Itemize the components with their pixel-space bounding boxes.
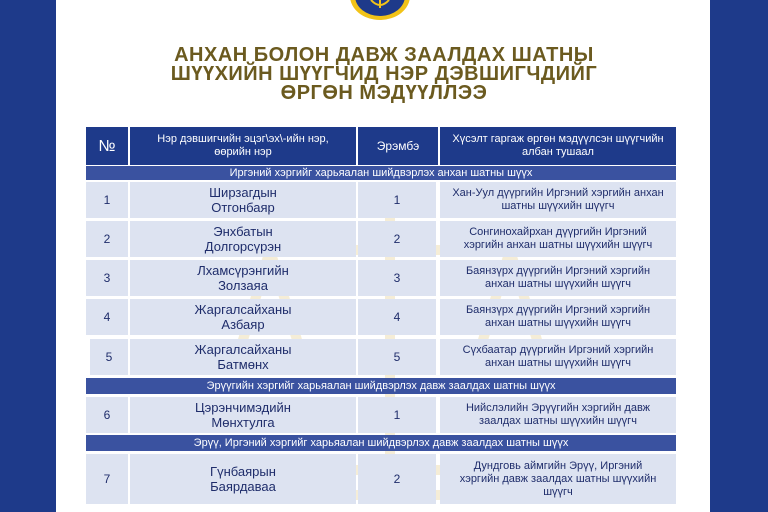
page-title — [120, 46, 648, 103]
row-4-name: Жаргалсайханы Азбаяр — [130, 299, 356, 335]
row-6-no: 6 — [86, 397, 128, 433]
row-4-position: Баянзүрх дүүргийн Иргэний хэргийн анхан шатны шүүхийн шүүгч — [440, 299, 676, 335]
row-1-position: Хан-Уул дүүргийн Иргэний хэргийн анхан шатны шүүхийн шүүгч — [440, 182, 676, 218]
row-7-position: Дундговь аймгийн Эрүү, Иргэний хэргийн давж заалдах шатны шүүхийн шүүгч — [440, 454, 676, 504]
header-name: Нэр дэвшигчийн эцэг\эх\-ийн нэр, өөрийн нэр — [130, 127, 356, 165]
row-1-no: 1 — [86, 182, 128, 218]
header-position: Хүсэлт гаргаж өргөн мэдүүлсэн шүүгчийн албан тушаал — [440, 127, 676, 165]
title-line-2: ШҮҮХИЙН ШҮҮГЧИД НЭР ДЭВШИГЧДИЙГ — [170, 63, 598, 85]
section-civil-first-instance: Иргэний хэргийг харьяалан шийдвэрлэх анхан шатны шүүх — [86, 166, 676, 180]
row-5-no: 5 — [90, 339, 128, 375]
row-7-no: 7 — [86, 454, 128, 504]
row-5-rank: 5 — [358, 339, 436, 375]
row-1-name: Ширзагдын Отгонбаяр — [130, 182, 356, 218]
section-criminal-appeal: Эрүүгийн хэргийг харьяалан шийдвэрлэх давж заалдах шатны шүүх — [86, 378, 676, 394]
row-3-no: 3 — [86, 260, 128, 296]
row-2-name: Энхбатын Долгорсүрэн — [130, 221, 356, 257]
row-6-position: Нийслэлийн Эрүүгийн хэргийн давж заалдах шатны шүүхийн шүүгч — [440, 397, 676, 433]
row-6-name: Цэрэнчимэдийн Мөнхтулга — [130, 397, 356, 433]
row-1-rank: 1 — [358, 182, 436, 218]
row-6-rank: 1 — [358, 397, 436, 433]
row-3-rank: 3 — [358, 260, 436, 296]
row-3-position: Баянзүрх дүүргийн Иргэний хэргийн анхан шатны шүүхийн шүүгч — [440, 260, 676, 296]
row-2-no: 2 — [86, 221, 128, 257]
court-emblem-logo — [349, 0, 411, 22]
title-line-1: АНХАН БОЛОН ДАВЖ ЗААЛДАХ ШАТНЫ — [174, 44, 594, 66]
row-4-rank: 4 — [358, 299, 436, 335]
row-7-name: Гүнбаярын Баярдаваа — [130, 454, 356, 504]
row-7-rank: 2 — [358, 454, 436, 504]
row-2-position: Сонгинохайрхан дүүргийн Иргэний хэргийн анхан шатны шүүхийн шүүгч — [440, 221, 676, 257]
header-no: № — [86, 127, 128, 165]
row-5-name: Жаргалсайханы Батмөнх — [130, 339, 356, 375]
row-3-name: Лхамсүрэнгийн Золзаяа — [130, 260, 356, 296]
row-5-position: Сүхбаатар дүүргийн Иргэний хэргийн анхан шатны шүүхийн шүүгч — [440, 339, 676, 375]
section-criminal-civil-appeal: Эрүү, Иргэний хэргийг харьяалан шийдвэрлэх давж заалдах шатны шүүх — [86, 435, 676, 451]
row-4-no: 4 — [86, 299, 128, 335]
header-rank: Эрэмбэ — [358, 127, 438, 165]
left-side-bar — [0, 0, 56, 512]
row-2-rank: 2 — [358, 221, 436, 257]
title-line-3: ӨРГӨН МЭДҮҮЛЛЭЭ — [280, 82, 488, 104]
right-side-bar — [710, 0, 768, 512]
